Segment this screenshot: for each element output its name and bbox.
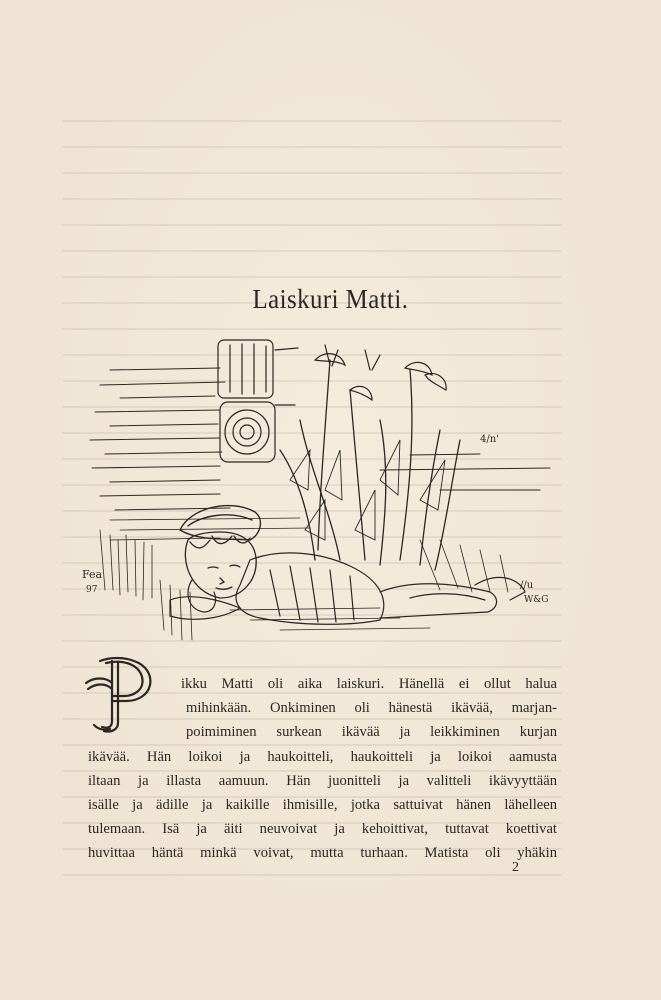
paragraph-line-2: mihinkään. Onkiminen oli hänestä ikävää, marjan- <box>186 700 557 717</box>
paragraph-line-1: ikku Matti oli aika laiskuri. Hänellä ei ollut halua <box>181 676 557 692</box>
illustration-boy-lying-in-grass <box>80 330 560 645</box>
svg-text:97: 97 <box>86 585 98 595</box>
page-number: 2 <box>512 860 519 875</box>
svg-text:W&G: W&G <box>524 595 549 605</box>
chapter-title: Laiskuri Matti. <box>252 284 409 315</box>
paragraph-line-5: iltaan ja illasta aamuun. Hän juonitteli ja valitteli ikävyyttään <box>88 772 557 789</box>
paragraph-line-6: isälle ja ädille ja kaikille ihmisille, jotka sattuivat hänen lähelleen <box>88 797 557 814</box>
paragraph-line-8: huvittaa häntä minkä voivat, mutta turhaan. Matista oli yhäkin <box>88 845 557 862</box>
drop-cap-letter: P <box>122 695 123 696</box>
paragraph-line-4: ikävää. Hän loikoi ja haukoitteli, haukoitteli ja loikoi aamusta <box>88 748 557 765</box>
paragraph-line-3: poimiminen surkean ikävää ja leikkiminen kurjan <box>186 724 557 741</box>
paragraph-line-7: tulemaan. Isä ja äiti neuvoivat ja kehoittivat, tuttavat koettivat <box>88 821 557 838</box>
svg-text://u: //u <box>520 580 534 591</box>
paragraph <box>88 672 557 866</box>
svg-text:4/n': 4/n' <box>480 434 499 445</box>
svg-text:Fea: Fea <box>82 568 103 581</box>
